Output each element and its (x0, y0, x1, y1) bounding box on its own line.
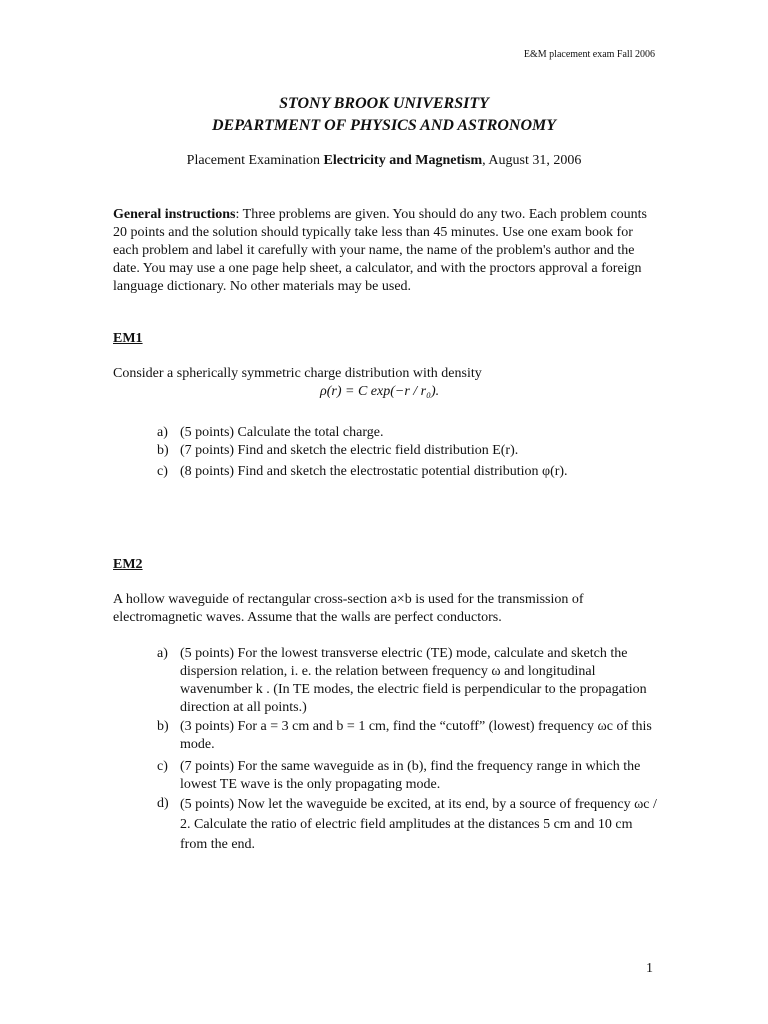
item-label: b) (157, 719, 169, 734)
em1-equation: ρ(r) = C exp(−r / r₀). (320, 384, 440, 399)
item-text: (8 points) Find and sketch the electrostatic potential distribution φ(r). (180, 464, 568, 479)
item-text: (5 points) Now let the waveguide be excited, at its end, by a source of frequency ωc / 2. Calculate the ratio of electric field amplitudes at the distances 5 cm and 10 cm from the end. (180, 797, 657, 852)
general-instructions (113, 206, 658, 296)
item-text: (7 points) For the same waveguide as in (b), find the frequency range in which the lowest TE wave is the only propagating mode. (180, 759, 641, 792)
department-title: DEPARTMENT OF PHYSICS AND ASTRONOMY (211, 117, 557, 134)
item-label: c) (157, 464, 168, 479)
em1-item-a (157, 424, 657, 442)
page-header: E&M placement exam Fall 2006 (523, 49, 655, 60)
university-title: STONY BROOK UNIVERSITY (279, 95, 489, 112)
em2-heading: EM2 (113, 557, 143, 572)
em2-item-b (157, 718, 657, 754)
item-label: a) (157, 646, 168, 661)
em1-item-c (157, 463, 657, 481)
subtitle-prefix: Placement Examination (186, 153, 324, 168)
em1-item-b (157, 442, 657, 460)
em2-item-d (157, 795, 657, 855)
item-text: (5 points) Calculate the total charge. (180, 425, 384, 440)
em2-intro: A hollow waveguide of rectangular cross-section a×b is used for the transmission of electromagnetic waves. Assume that the walls are perfect conductors. (113, 592, 584, 625)
subtitle-date: , August 31, 2006 (482, 153, 582, 168)
em1-intro: Consider a spherically symmetric charge distribution with density (113, 366, 482, 381)
item-label: c) (157, 759, 168, 774)
em2-item-a (157, 645, 657, 717)
page-number: 1 (646, 961, 653, 976)
item-label: b) (157, 443, 169, 458)
em1-heading: EM1 (113, 331, 143, 346)
item-label: d) (157, 796, 169, 811)
em2-item-c (157, 758, 657, 794)
exam-subtitle (0, 152, 768, 170)
item-text: (3 points) For a = 3 cm and b = 1 cm, find the “cutoff” (lowest) frequency ωc of this mode. (180, 719, 652, 752)
item-text: (7 points) Find and sketch the electric field distribution E(r). (180, 443, 519, 458)
subtitle-subject: Electricity and Magnetism (323, 153, 483, 168)
item-label: a) (157, 425, 168, 440)
instructions-label: General instructions (113, 207, 236, 222)
instructions-text: : Three problems are given. You should do any two. Each problem counts 20 points and the solution should typically take less than 45 minutes. Use one exam book for each problem and label it carefully with your name, the name of the problem's author and the date. You may use a one page help sheet, a calculator, and with the proctors approval a foreign language dictionary. No other materials may be used. (113, 207, 648, 294)
item-text: (5 points) For the lowest transverse electric (TE) mode, calculate and sketch the dispersion relation, i. e. the relation between frequency ω and longitudinal wavenumber k . (In TE modes, the electric field is perpendicular to the propagation direction at all points.) (180, 646, 647, 715)
